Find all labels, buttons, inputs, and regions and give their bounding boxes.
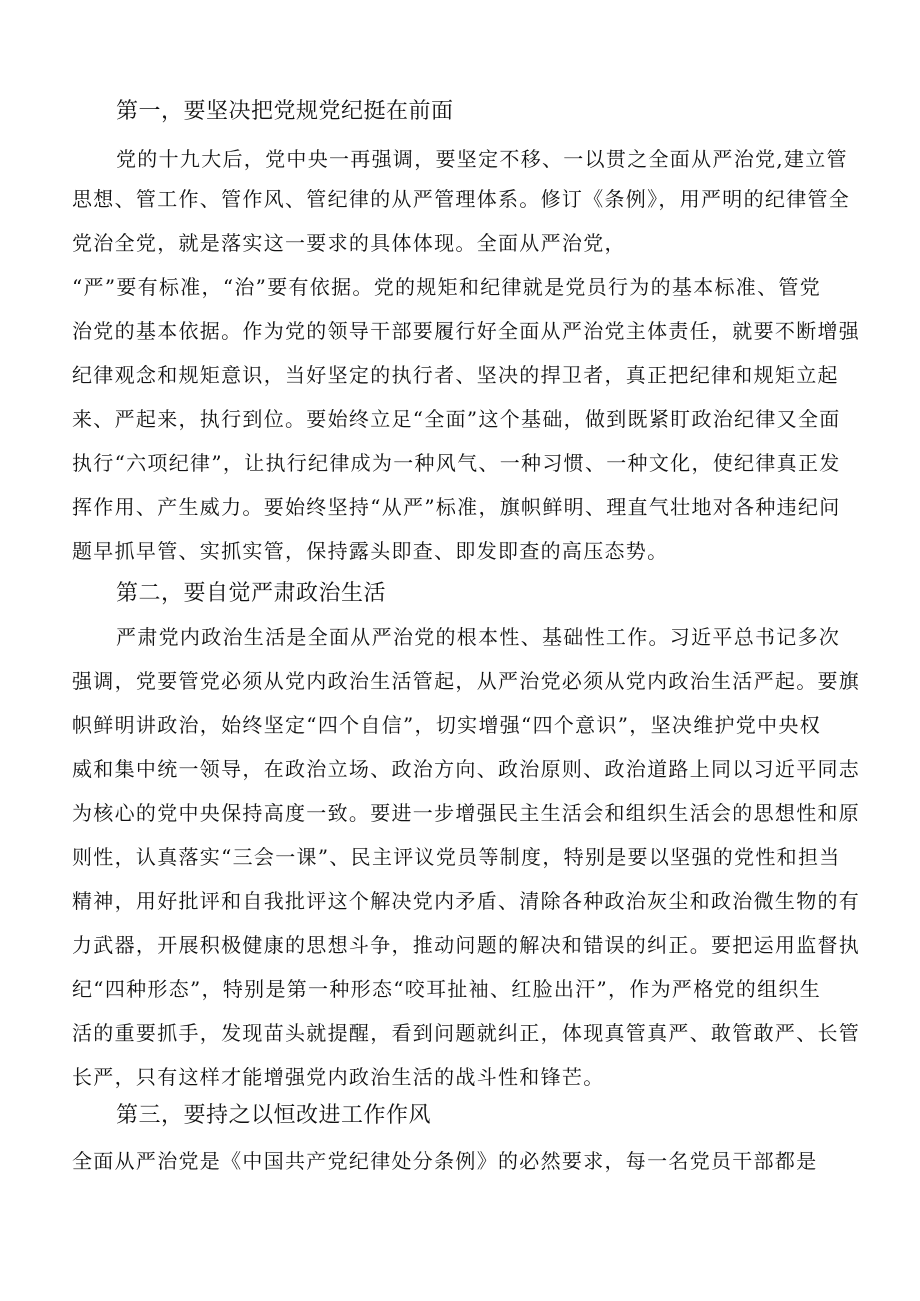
paragraph-line: 题早抓早管、实抓实管，保持露头即查、即发即查的高压态势。	[72, 539, 669, 563]
paragraph-line: 思想、管工作、管作风、管纪律的从严管理体系。修订《条例》，用严明的纪律管全	[72, 187, 851, 211]
section-heading-1: 第一，要坚决把党规党纪挺在前面	[116, 99, 454, 124]
paragraph-line: 党的十九大后，党中央一再强调，要坚定不移、一以贯之全面从严治党,建立管	[116, 147, 848, 171]
paragraph-line: “严”要有标准，“治”要有依据。党的规矩和纪律就是党员行为的基本标准、管党	[72, 275, 821, 299]
paragraph-line: 执行“六项纪律”，让执行纪律成为一种风气、一种习惯、一种文化，使纪律真正发	[72, 451, 841, 475]
paragraph-line: 纪律观念和规矩意识，当好坚定的执行者、坚决的捍卫者，真正把纪律和规矩立起	[72, 363, 839, 387]
paragraph-line: 强调，党要管党必须从党内政治生活管起，从严治党必须从党内政治生活严起。要旗	[72, 669, 861, 693]
paragraph-line: 严肃党内政治生活是全面从严治党的根本性、基础性工作。习近平总书记多次	[116, 625, 841, 649]
section-heading-3: 第三，要持之以恒改进工作作风	[116, 1103, 432, 1128]
paragraph-line: 长严，只有这样才能增强党内政治生活的战斗性和锋芒。	[72, 1065, 605, 1089]
paragraph-line: 则性，认真落实“三会一课”、民主评议党员等制度，特别是要以坚强的党性和担当	[72, 845, 841, 869]
paragraph-line: 来、严起来，执行到位。要始终立足“全面”这个基础，做到既紧盯政治纪律又全面	[72, 407, 841, 431]
section-heading-2: 第二，要自觉严肃政治生活	[116, 581, 387, 606]
paragraph-line: 为核心的党中央保持高度一致。要进一步增强民主生活会和组织生活会的思想性和原	[72, 801, 861, 825]
paragraph-line: 挥作用、产生威力。要始终坚持“从严”标准，旗帜鲜明、理直气壮地对各种违纪问	[72, 495, 841, 519]
paragraph-line: 活的重要抓手，发现苗头就提醒，看到问题就纠正，体现真管真严、敢管敢严、长管	[72, 1021, 861, 1045]
paragraph-line: 精神，用好批评和自我批评这个解决党内矛盾、清除各种政治灰尘和政治微生物的有	[72, 889, 861, 913]
paragraph-line: 全面从严治党是《中国共产党纪律处分条例》的必然要求，每一名党员干部都是	[72, 1149, 818, 1173]
paragraph-line: 治党的基本依据。作为党的领导干部要履行好全面从严治党主体责任，就要不断增强	[72, 319, 861, 343]
paragraph-line: 党治全党，就是落实这一要求的具体体现。全面从严治党，	[72, 231, 626, 255]
paragraph-line: 纪“四种形态”，特别是第一种形态“咬耳扯袖、红脸出汗”，作为严格党的组织生	[72, 977, 821, 1001]
paragraph-line: 威和集中统一领导，在政治立场、政治方向、政治原则、政治道路上同以习近平同志	[72, 757, 861, 781]
paragraph-line: 力武器，开展积极健康的思想斗争，推动问题的解决和错误的纠正。要把运用监督执	[72, 933, 861, 957]
paragraph-line: 帜鲜明讲政治，始终坚定“四个自信”，切实增强“四个意识”，坚决维护党中央权	[72, 713, 821, 737]
